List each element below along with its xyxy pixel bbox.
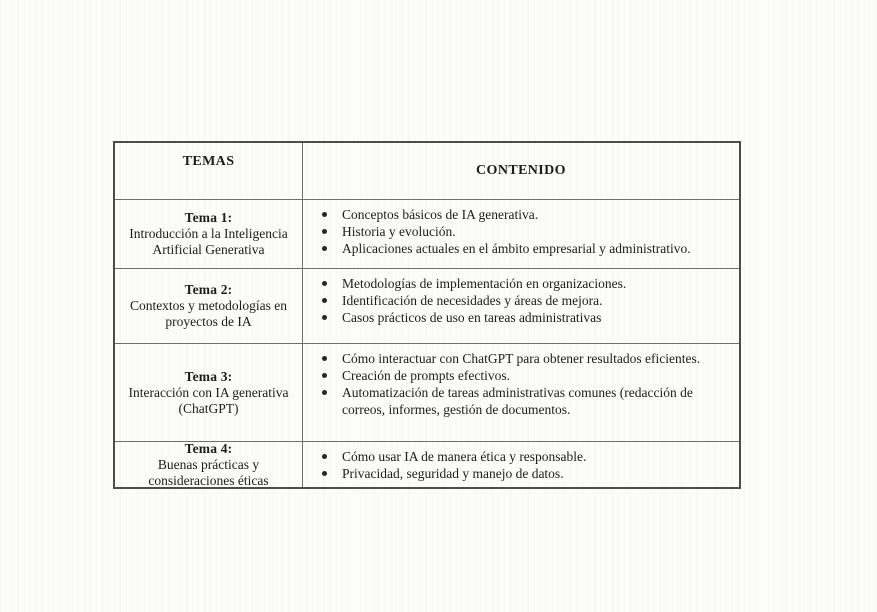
tema-3-title: Tema 3: — [184, 368, 233, 384]
bullet-item — [319, 206, 729, 223]
bullet-text: Conceptos básicos de IA generativa. — [342, 207, 539, 223]
bullet-item — [319, 465, 729, 482]
tema-2-content-cell — [303, 269, 739, 343]
tema-3-cell — [115, 344, 303, 441]
bullet-item — [319, 367, 729, 384]
bullet-icon — [322, 315, 327, 320]
tema-2-subtitle-line: proyectos de IA — [165, 314, 252, 330]
tema-1-content-cell — [303, 200, 739, 268]
tema-2-title: Tema 2: — [184, 282, 233, 298]
bullet-icon — [322, 454, 327, 459]
bullet-item — [319, 275, 729, 292]
bullet-item — [319, 384, 729, 418]
bullet-text: Casos prácticos de uso en tareas administrativas — [342, 310, 602, 326]
bullet-text: Automatización de tareas administrativas comunes (redacción de correos, informes, gestión de documentos. — [342, 385, 693, 418]
bullet-text: Aplicaciones actuales en el ámbito empresarial y administrativo. — [342, 241, 691, 257]
tema-1-title: Tema 1: — [184, 210, 233, 226]
table-header-row — [115, 143, 739, 200]
bullet-text: Cómo interactuar con ChatGPT para obtener resultados eficientes. — [342, 351, 701, 367]
bullet-text: Cómo usar IA de manera ética y responsable. — [342, 449, 587, 464]
tema-4-content-cell — [303, 442, 739, 487]
bullet-item — [319, 448, 729, 465]
tema-1-subtitle-line: Artificial Generativa — [152, 242, 265, 258]
tema-4-cell — [115, 442, 303, 487]
bullet-text: Historia y evolución. — [342, 224, 456, 240]
bullet-item — [319, 350, 729, 367]
tema-4-subtitle-line: consideraciones éticas — [148, 472, 269, 488]
tema-2-subtitle-line: Contextos y metodologías en — [129, 298, 288, 314]
bullet-text: Metodologías de implementación en organizaciones. — [342, 276, 627, 292]
bullet-icon — [322, 212, 327, 217]
bullet-icon — [322, 356, 327, 361]
tema-4-title: Tema 4: — [184, 440, 233, 456]
table-row-tema-3 — [115, 344, 739, 442]
tema-3-content-cell — [303, 344, 739, 441]
column-header-contenido: CONTENIDO — [476, 163, 566, 178]
tema-1-cell — [115, 200, 303, 268]
bullet-item — [319, 240, 729, 257]
bullet-text: Privacidad, seguridad y manejo de datos. — [342, 466, 564, 481]
bullet-text: Identificación de necesidades y áreas de mejora. — [342, 293, 603, 309]
bullet-icon — [322, 298, 327, 303]
bullet-icon — [322, 229, 327, 234]
bullet-icon — [322, 373, 327, 378]
tema-1-subtitle-line: Introducción a la Inteligencia — [129, 226, 288, 242]
tema-3-subtitle-line: Interacción con IA generativa — [128, 384, 289, 400]
bullet-item — [319, 223, 729, 240]
tema-4-subtitle-line: Buenas prácticas y — [157, 456, 260, 472]
tema-3-subtitle-line: (ChatGPT) — [178, 400, 239, 416]
bullet-icon — [322, 246, 327, 251]
tema-2-cell — [115, 269, 303, 343]
bullet-item — [319, 309, 729, 326]
bullet-icon — [322, 471, 327, 476]
bullet-icon — [322, 281, 327, 286]
column-header-temas: TEMAS — [115, 143, 303, 199]
table-row-tema-1 — [115, 200, 739, 269]
table-row-tema-2 — [115, 269, 739, 344]
course-topics-table — [113, 141, 741, 489]
bullet-icon — [322, 390, 327, 395]
bullet-text: Creación de prompts efectivos. — [342, 368, 510, 384]
bullet-item — [319, 292, 729, 309]
table-row-tema-4 — [115, 442, 739, 487]
